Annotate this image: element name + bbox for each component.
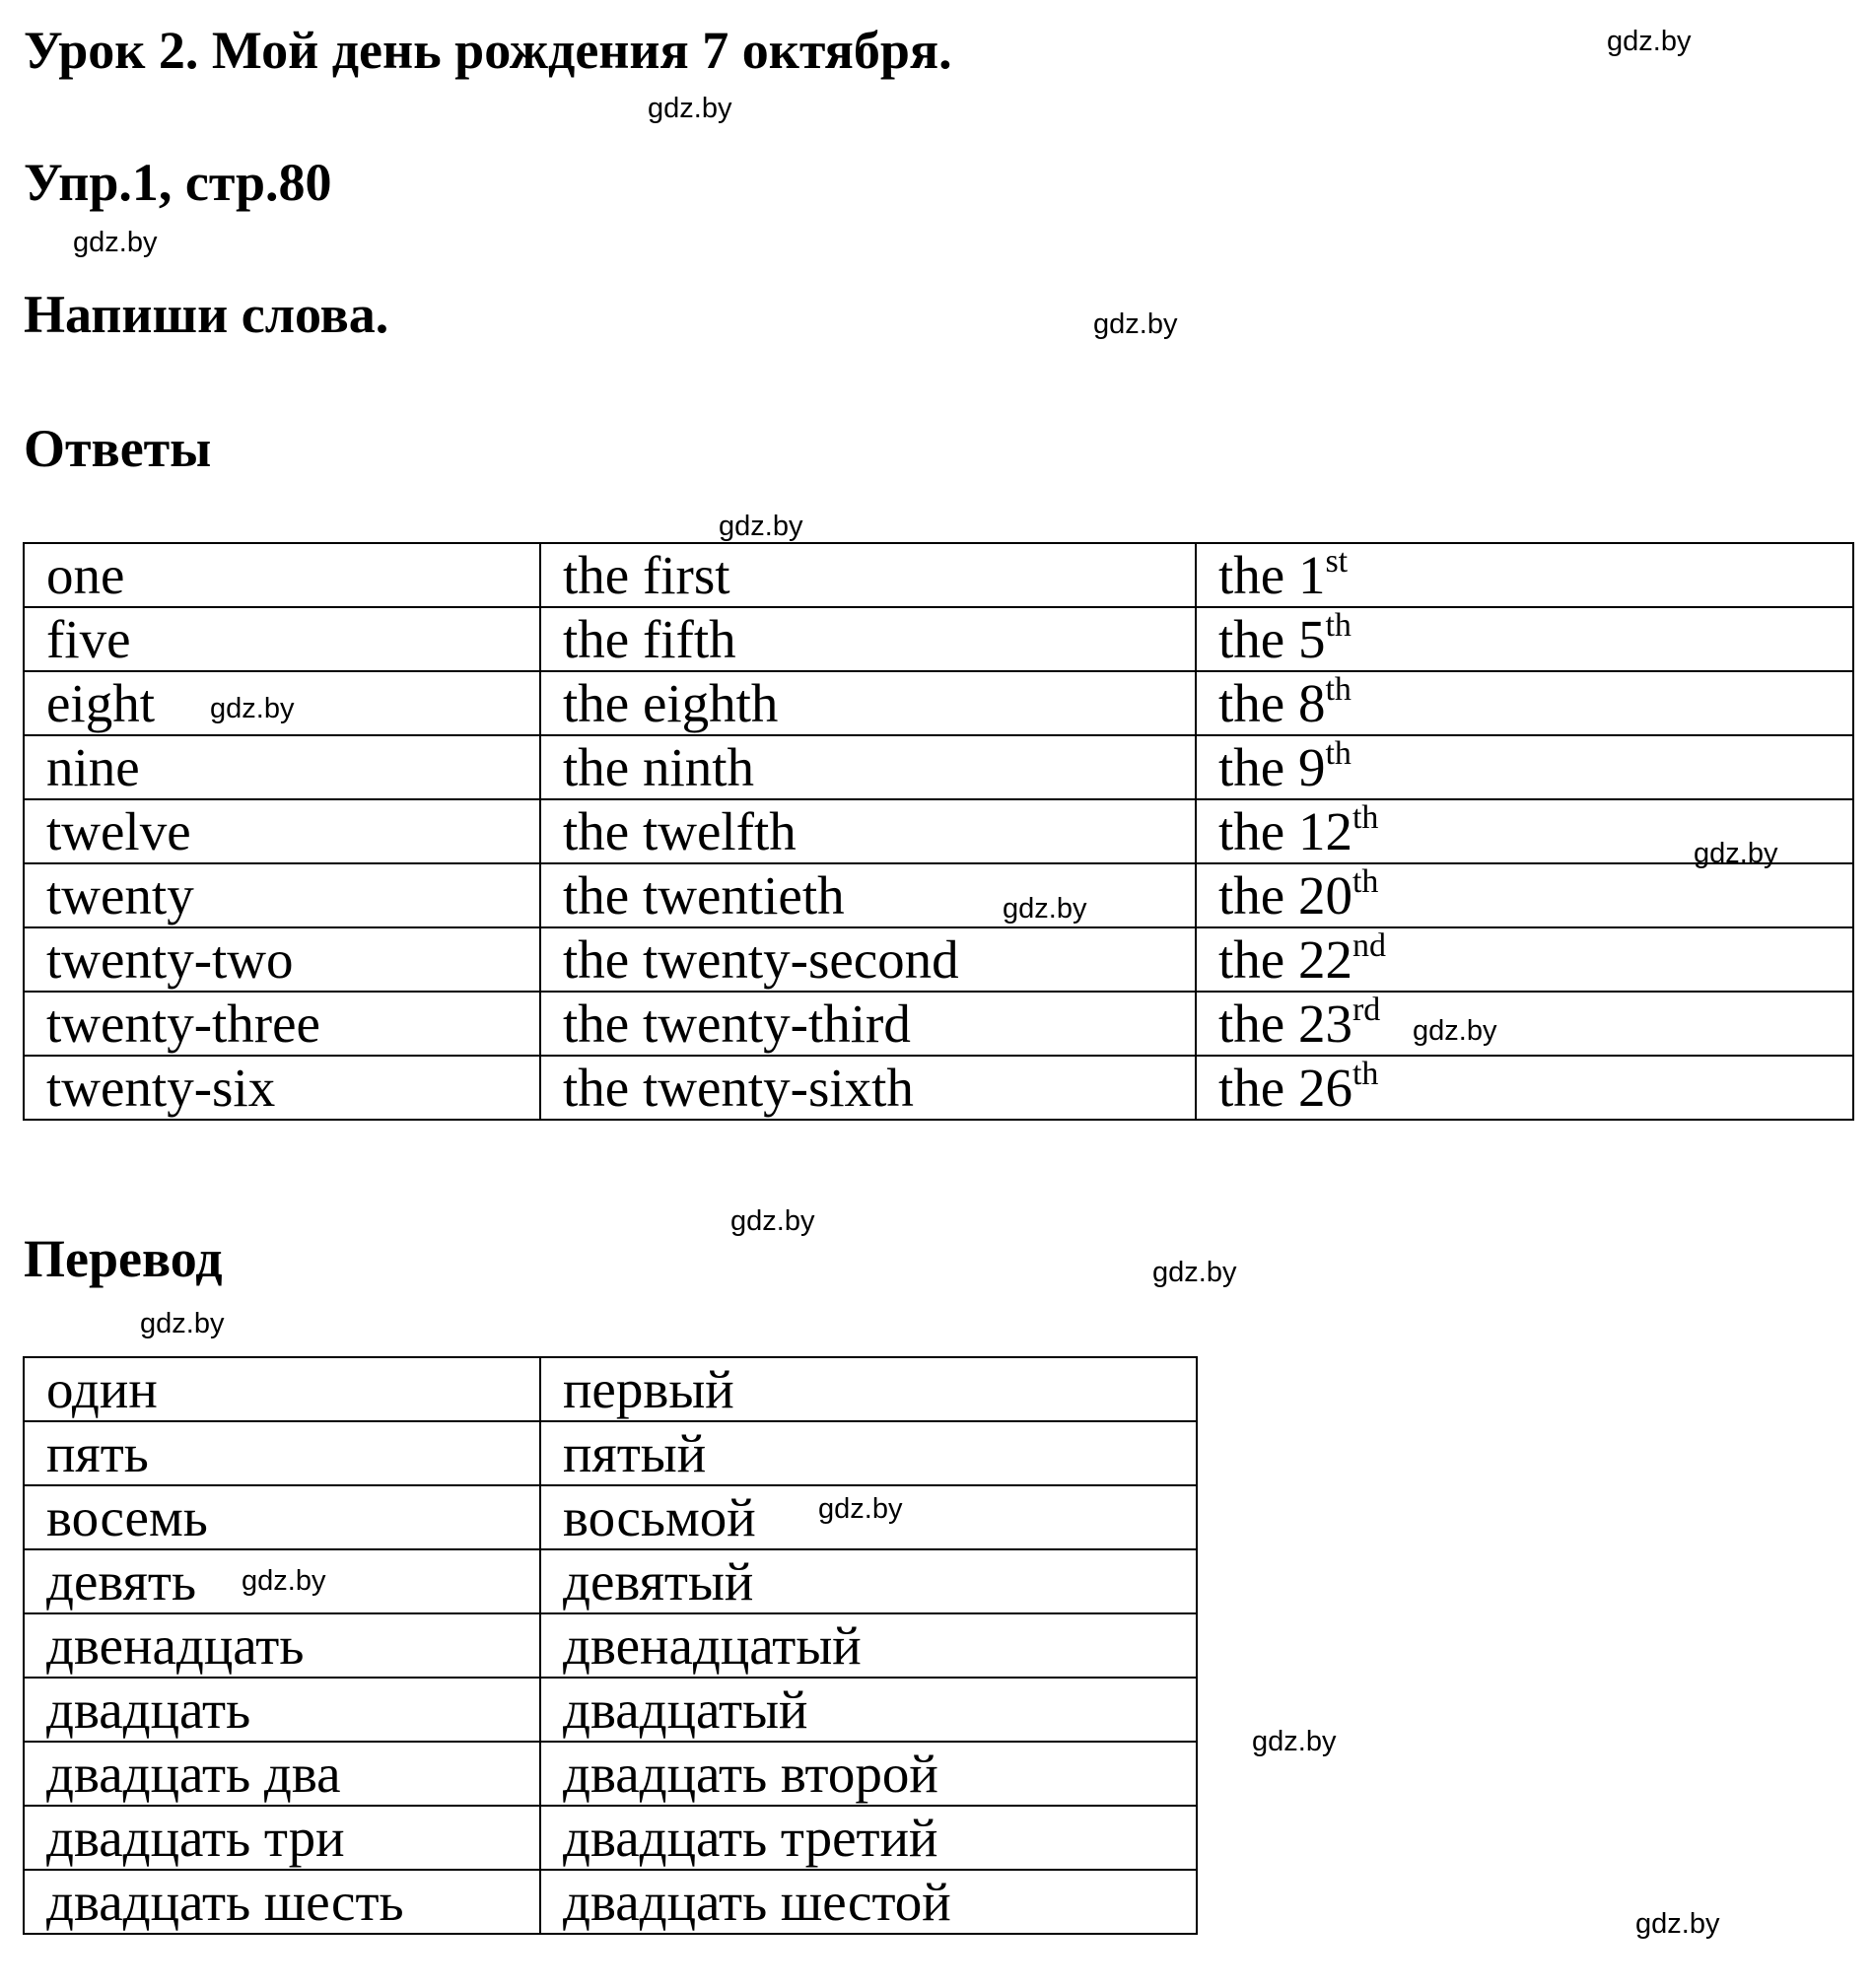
ordinal-word-cell: the twentieth (540, 863, 1196, 927)
watermark: gdz.by (730, 1205, 815, 1237)
table-row (24, 607, 1853, 671)
ordinal-suffix: th (1352, 1056, 1379, 1092)
lesson-title: Урок 2. Мой день рождения 7 октября. (24, 21, 952, 80)
cardinal-word-cell: twelve (24, 799, 540, 863)
table-row (24, 927, 1853, 992)
ordinal-number: the 20 (1218, 865, 1352, 925)
exercise-heading: Упр.1, стр.80 (24, 153, 332, 212)
cardinal-translation-cell: двадцать три (24, 1806, 540, 1870)
ordinal-number: the 12 (1218, 801, 1352, 861)
ordinal-translation-cell: восьмой (540, 1485, 1197, 1549)
watermark: gdz.by (210, 693, 295, 724)
cardinal-word-cell: twenty-three (24, 992, 540, 1056)
watermark: gdz.by (1413, 1015, 1497, 1047)
task-heading: Напиши слова. (24, 285, 389, 344)
table-row (24, 1678, 1197, 1742)
ordinal-suffix: nd (1352, 927, 1386, 964)
watermark: gdz.by (818, 1493, 903, 1525)
ordinal-translation-cell: девятый (540, 1549, 1197, 1613)
ordinal-number-cell (1196, 543, 1853, 607)
ordinal-suffix: th (1352, 863, 1379, 900)
watermark: gdz.by (1252, 1726, 1337, 1757)
table-row (24, 1806, 1197, 1870)
ordinal-translation-cell: двадцать второй (540, 1742, 1197, 1806)
ordinal-translation-cell: первый (540, 1357, 1197, 1421)
answers-heading: Ответы (24, 419, 212, 478)
watermark: gdz.by (1093, 308, 1178, 340)
watermark: gdz.by (140, 1308, 225, 1339)
ordinal-suffix: th (1325, 735, 1352, 772)
cardinal-translation-cell: один (24, 1357, 540, 1421)
table-row (24, 1549, 1197, 1613)
table-row (24, 1056, 1853, 1120)
watermark: gdz.by (1152, 1257, 1237, 1288)
cardinal-word-cell: eight (24, 671, 540, 735)
table-row (24, 543, 1853, 607)
cardinal-translation-cell: двадцать два (24, 1742, 540, 1806)
ordinal-number-cell (1196, 607, 1853, 671)
ordinal-suffix: st (1325, 543, 1349, 580)
cardinal-translation-cell: девять (24, 1549, 540, 1613)
ordinal-number-cell (1196, 735, 1853, 799)
table-row (24, 1742, 1197, 1806)
watermark: gdz.by (1694, 838, 1778, 869)
cardinal-translation-cell: восемь (24, 1485, 540, 1549)
cardinal-translation-cell: двадцать (24, 1678, 540, 1742)
ordinal-number: the 22 (1218, 929, 1352, 990)
cardinal-word-cell: twenty (24, 863, 540, 927)
table-row (24, 1613, 1197, 1678)
cardinal-translation-cell: двенадцать (24, 1613, 540, 1678)
table-row (24, 799, 1853, 863)
ordinal-number: the 23 (1218, 994, 1352, 1054)
ordinal-word-cell: the first (540, 543, 1196, 607)
table-row (24, 1357, 1197, 1421)
watermark: gdz.by (73, 227, 158, 258)
ordinal-translation-cell: двенадцатый (540, 1613, 1197, 1678)
cardinal-translation-cell: двадцать шесть (24, 1870, 540, 1934)
cardinal-word-cell: twenty-six (24, 1056, 540, 1120)
ordinal-translation-cell: пятый (540, 1421, 1197, 1485)
ordinal-word-cell: the twenty-third (540, 992, 1196, 1056)
ordinal-translation-cell: двадцать третий (540, 1806, 1197, 1870)
ordinal-suffix: th (1325, 607, 1352, 644)
ordinal-number-cell (1196, 1056, 1853, 1120)
watermark: gdz.by (1635, 1908, 1720, 1940)
cardinal-word-cell: twenty-two (24, 927, 540, 992)
ordinal-number: the 1 (1218, 545, 1326, 605)
watermark: gdz.by (1607, 26, 1692, 57)
watermark: gdz.by (1003, 893, 1087, 925)
cardinal-word-cell: one (24, 543, 540, 607)
ordinal-number-cell (1196, 671, 1853, 735)
table-row (24, 1421, 1197, 1485)
ordinal-number: the 5 (1218, 609, 1326, 669)
table-row (24, 863, 1853, 927)
ordinal-number: the 26 (1218, 1058, 1352, 1118)
ordinal-word-cell: the twelfth (540, 799, 1196, 863)
ordinal-number: the 8 (1218, 673, 1326, 733)
table-row (24, 1870, 1197, 1934)
table-row (24, 992, 1853, 1056)
ordinal-suffix: th (1325, 671, 1352, 708)
ordinal-word-cell: the eighth (540, 671, 1196, 735)
ordinal-suffix: th (1352, 799, 1379, 836)
translation-table (23, 1356, 1198, 1935)
translation-heading: Перевод (24, 1229, 223, 1288)
watermark: gdz.by (719, 511, 803, 542)
table-row (24, 1485, 1197, 1549)
ordinal-translation-cell: двадцатый (540, 1678, 1197, 1742)
ordinal-number-cell (1196, 863, 1853, 927)
ordinal-word-cell: the ninth (540, 735, 1196, 799)
ordinal-translation-cell: двадцать шестой (540, 1870, 1197, 1934)
cardinal-translation-cell: пять (24, 1421, 540, 1485)
ordinal-suffix: rd (1352, 992, 1381, 1028)
ordinal-number-cell (1196, 927, 1853, 992)
watermark: gdz.by (242, 1565, 326, 1597)
ordinal-word-cell: the fifth (540, 607, 1196, 671)
ordinal-number: the 9 (1218, 737, 1326, 797)
ordinal-word-cell: the twenty-second (540, 927, 1196, 992)
answers-table (23, 542, 1854, 1121)
table-row (24, 671, 1853, 735)
cardinal-word-cell: nine (24, 735, 540, 799)
table-row (24, 735, 1853, 799)
ordinal-number-cell (1196, 992, 1853, 1056)
watermark: gdz.by (648, 93, 732, 124)
ordinal-word-cell: the twenty-sixth (540, 1056, 1196, 1120)
cardinal-word-cell: five (24, 607, 540, 671)
